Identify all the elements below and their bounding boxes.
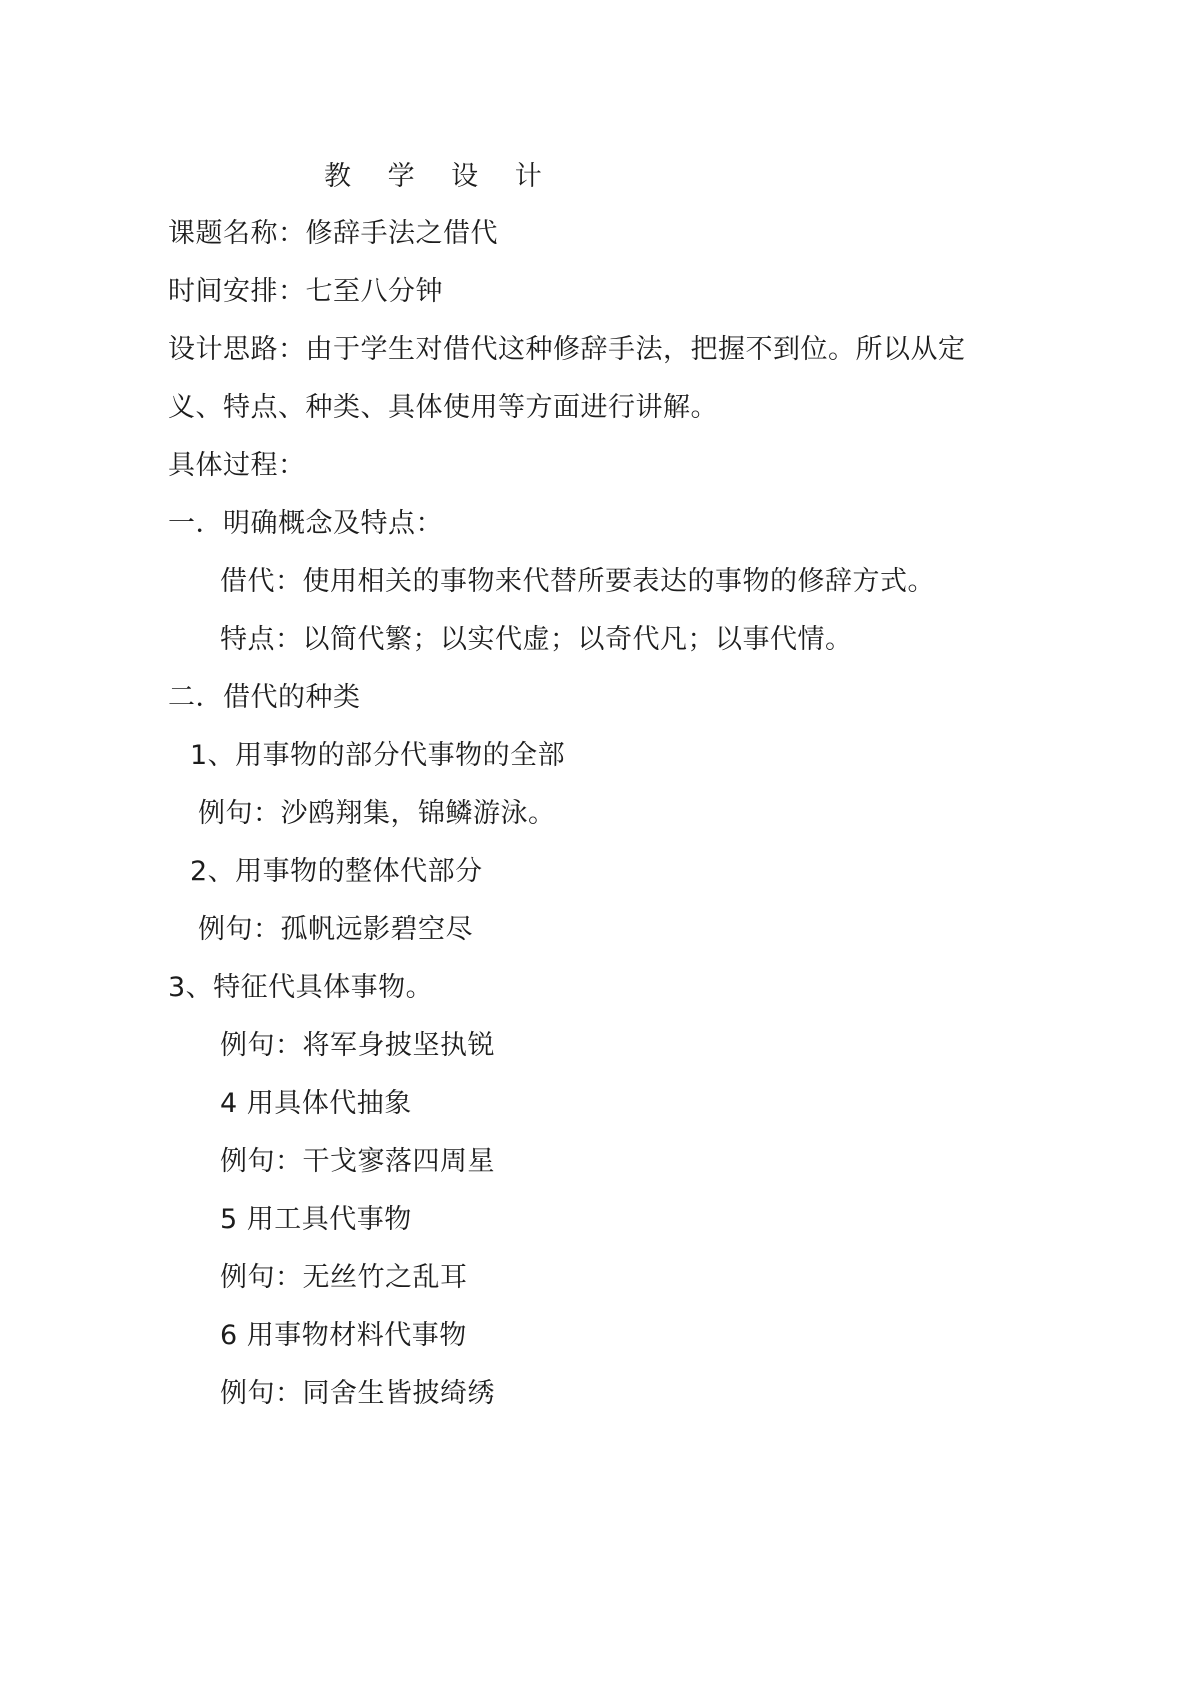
section2-heading: 二．借代的种类 xyxy=(168,682,361,713)
design-line-1: 设计思路：由于学生对借代这种修辞手法，把握不到位。所以从定 xyxy=(168,334,966,365)
topic-line: 课题名称：修辞手法之借代 xyxy=(168,218,498,249)
type-item-4: 4 用具体代抽象 xyxy=(220,1088,412,1119)
section1-heading: 一．明确概念及特点： xyxy=(168,508,443,539)
type-example-1: 例句：沙鸥翔集，锦鳞游泳。 xyxy=(198,798,556,829)
type-example-3: 例句：将军身披坚执锐 xyxy=(220,1030,495,1061)
type-example-4: 例句：干戈寥落四周星 xyxy=(220,1146,495,1177)
document-title: 教 学 设 计 xyxy=(324,161,556,192)
type-example-6: 例句：同舍生皆披绮绣 xyxy=(220,1378,495,1409)
type-item-5: 5 用工具代事物 xyxy=(220,1204,412,1235)
time-line: 时间安排：七至八分钟 xyxy=(168,276,443,307)
process-heading: 具体过程： xyxy=(168,450,306,481)
section1-definition: 借代：使用相关的事物来代替所要表达的事物的修辞方式。 xyxy=(220,566,935,597)
type-item-2: 2、用事物的整体代部分 xyxy=(190,856,483,887)
type-example-5: 例句：无丝竹之乱耳 xyxy=(220,1262,468,1293)
type-item-6: 6 用事物材料代事物 xyxy=(220,1320,467,1351)
type-example-2: 例句：孤帆远影碧空尽 xyxy=(198,914,473,945)
section1-features: 特点：以简代繁；以实代虚；以奇代凡；以事代情。 xyxy=(220,624,853,655)
design-line-2: 义、特点、种类、具体使用等方面进行讲解。 xyxy=(168,392,718,423)
type-item-1: 1、用事物的部分代事物的全部 xyxy=(190,740,566,771)
type-item-3: 3、特征代具体事物。 xyxy=(168,972,434,1003)
